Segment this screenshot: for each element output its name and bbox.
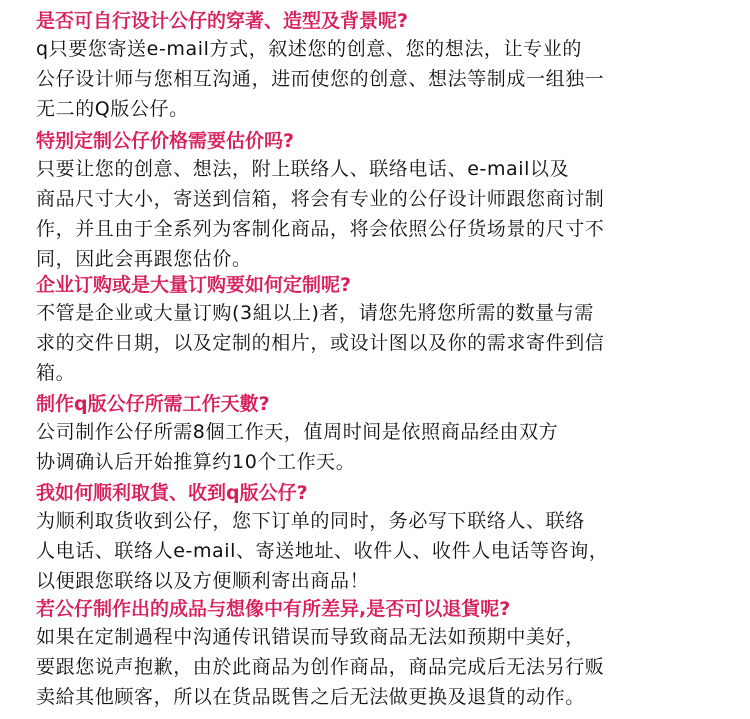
faq-item xyxy=(0,8,750,124)
faq-question: 是否可自行设计公仔的穿著、造型及背景呢? xyxy=(36,10,409,32)
faq-question: 特别定制公仔价格需要估价吗? xyxy=(36,130,295,152)
answer-line: 人电话、联络人e-mail、寄送地址、收件人、收件人电话等咨询， xyxy=(36,540,609,562)
faq-answer xyxy=(0,417,750,477)
answer-line: 协调确认后开始推算约10个工作天。 xyxy=(36,451,356,473)
faq-item xyxy=(0,391,750,477)
faq-answer xyxy=(0,622,750,712)
answer-line: 公仔设计师与您相互沟通，进而使您的创意、想法等制成一组独一 xyxy=(36,68,605,90)
faq-question: 我如何顺利取貨、收到q版公仔? xyxy=(36,482,308,504)
faq-answer xyxy=(0,34,750,124)
faq-item xyxy=(0,272,750,388)
answer-line: q只要您寄送e-mail方式，叙述您的创意、您的想法，让专业的 xyxy=(36,38,582,60)
faq-item xyxy=(0,480,750,596)
faq-answer xyxy=(0,154,750,274)
answer-line: 如果在定制過程中沟通传讯错误而导致商品无法如预期中美好， xyxy=(36,626,585,648)
answer-line: 卖給其他顾客，所以在货品既售之后无法做更换及退貨的动作。 xyxy=(36,686,585,708)
answer-line: 只要让您的创意、想法，附上联络人、联络电话、e-mail以及 xyxy=(36,158,570,180)
answer-line: 作，并且由于全系列为客制化商品，将会依照公仔货场景的尺寸不 xyxy=(36,218,605,240)
faq-item xyxy=(0,128,750,274)
faq-question: 企业订购或是大量订购要如何定制呢? xyxy=(36,274,352,296)
faq-item xyxy=(0,596,750,712)
faq-question: 若公仔制作出的成品与想像中有所差异,是否可以退貨呢? xyxy=(36,598,511,620)
answer-line: 为顺利取货收到公仔，您下订单的同时，务必写下联络人、联络 xyxy=(36,510,585,532)
answer-line: 无二的Q版公仔。 xyxy=(36,98,189,120)
answer-line: 公司制作公仔所需8個工作天，值周时间是依照商品经由双方 xyxy=(36,421,559,443)
answer-line: 以便跟您联络以及方便顺利寄出商品！ xyxy=(36,570,370,592)
answer-line: 商品尺寸大小，寄送到信箱，将会有专业的公仔设计师跟您商讨制 xyxy=(36,188,605,210)
answer-line: 不管是企业或大量订购(3組以上)者，请您先將您所需的数量与需 xyxy=(36,302,594,324)
answer-line: 箱。 xyxy=(36,362,76,384)
answer-line: 求的交件日期，以及定制的相片，或设计图以及你的需求寄件到信 xyxy=(36,332,605,354)
faq-answer xyxy=(0,506,750,596)
answer-line: 同，因此会再跟您估价。 xyxy=(36,248,252,270)
answer-line: 要跟您说声抱歉，由於此商品为创作商品，商品完成后无法另行贩 xyxy=(36,656,605,678)
faq-question: 制作q版公仔所需工作天數? xyxy=(36,393,270,415)
faq-answer xyxy=(0,298,750,388)
